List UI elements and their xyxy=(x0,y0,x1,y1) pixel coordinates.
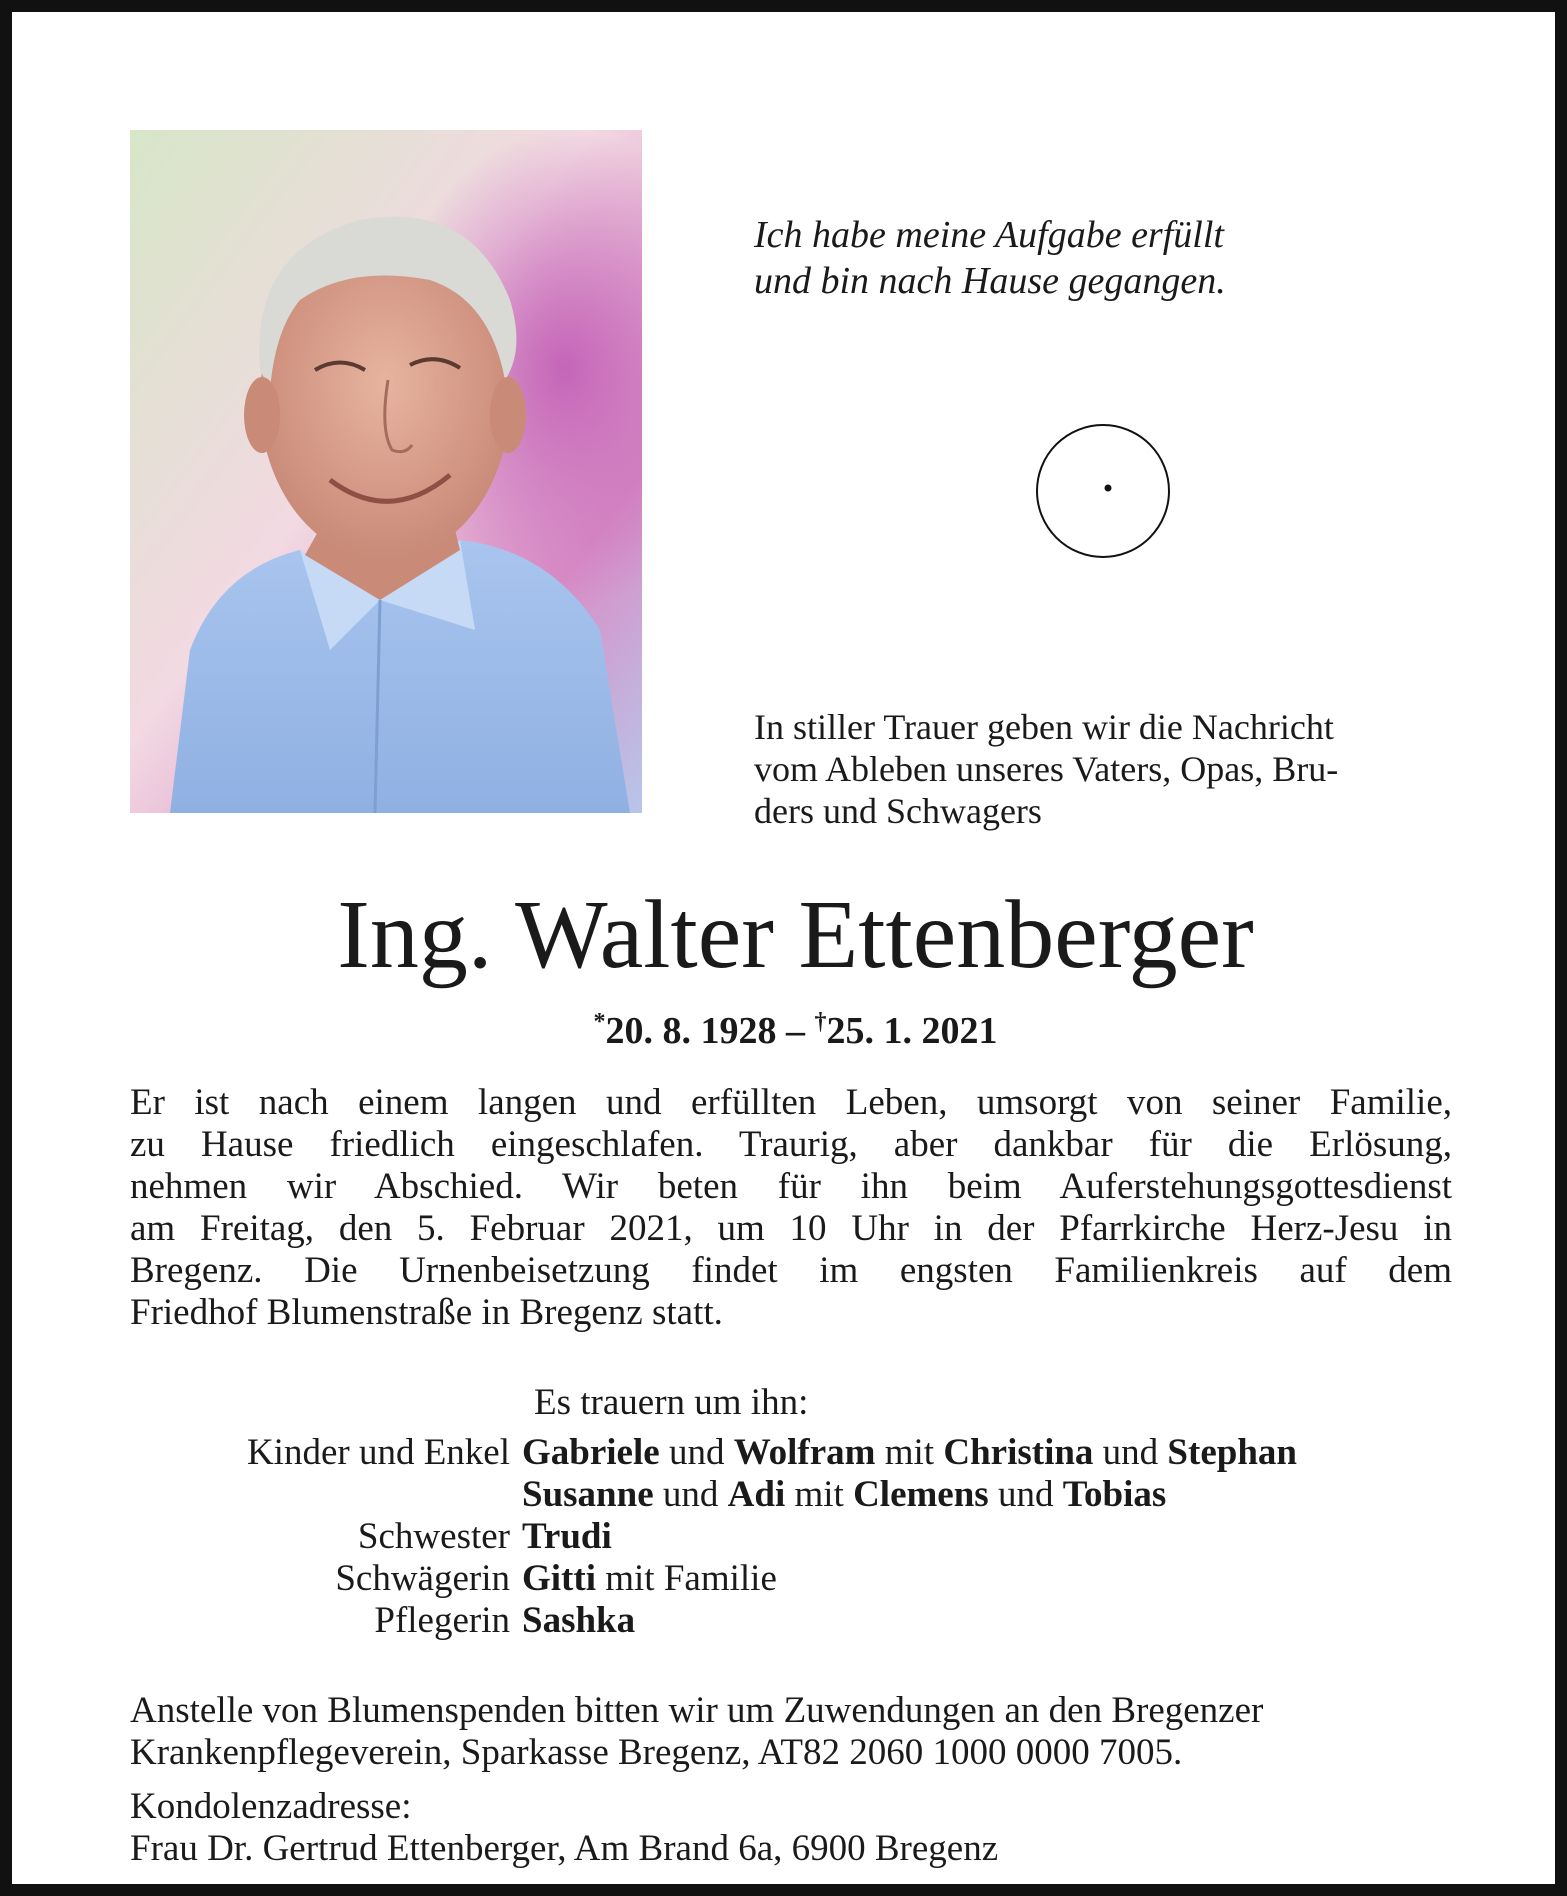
circle-dot-symbol xyxy=(1034,422,1172,564)
connector: und xyxy=(1093,1432,1168,1473)
intro-text xyxy=(754,706,1494,832)
mourner-names xyxy=(522,1474,1530,1516)
portrait-photo xyxy=(130,130,642,813)
intro-line-3: ders und Schwagers xyxy=(754,791,1042,831)
death-symbol: † xyxy=(814,1009,827,1035)
intro-line-1: In stiller Trauer geben wir die Nachricht xyxy=(754,707,1334,747)
mourner-name: Tobias xyxy=(1062,1474,1167,1515)
announcement-body xyxy=(130,1082,1452,1334)
mourner-row xyxy=(130,1516,1530,1558)
mourner-name: Gabriele xyxy=(522,1432,660,1473)
mourner-name: Trudi xyxy=(522,1516,612,1557)
mourner-name: Adi xyxy=(727,1474,786,1515)
connector: und xyxy=(659,1432,734,1473)
intro-line-2: vom Ableben unseres Vaters, Opas, Bru- xyxy=(754,749,1339,789)
donation-note xyxy=(130,1690,1530,1774)
mourner-role: Schwester xyxy=(357,1516,510,1557)
motto-quote xyxy=(754,212,1474,304)
motto-line-1: Ich habe meine Aufgabe erfüllt xyxy=(754,214,1224,256)
mourner-role: Pflegerin xyxy=(374,1600,510,1641)
mourner-role: Schwägerin xyxy=(335,1558,510,1599)
mourner-names xyxy=(522,1558,1530,1600)
mourner-row xyxy=(130,1558,1530,1600)
mourners-heading: Es trauern um ihn: xyxy=(534,1382,809,1423)
deceased-name: Ing. Walter Ettenberger xyxy=(337,881,1254,989)
mourner-row xyxy=(130,1432,1530,1474)
connector: mit Familie xyxy=(595,1558,777,1599)
mourner-name: Gitti xyxy=(522,1558,596,1599)
mourner-names xyxy=(522,1516,1530,1558)
birth-date: 20. 8. 1928 xyxy=(605,1010,777,1052)
body-line: am Freitag, den 5. Februar 2021, um 10 Uhr in der Pfarrkirche Herz-Jesu in xyxy=(130,1208,1452,1249)
body-line: Bregenz. Die Urnenbeisetzung findet im engsten Familienkreis auf dem xyxy=(130,1250,1452,1291)
mourner-names xyxy=(522,1600,1530,1642)
mourner-names xyxy=(522,1432,1530,1474)
mourner-name: Christina xyxy=(943,1432,1094,1473)
motto-line-2: und bin nach Hause gegangen. xyxy=(754,260,1226,302)
donation-line-2: Krankenpflegeverein, Sparkasse Bregenz, AT82 2060 1000 0000 7005. xyxy=(130,1732,1183,1773)
connector: und xyxy=(988,1474,1063,1515)
mourner-name: Stephan xyxy=(1167,1432,1297,1473)
connector: mit xyxy=(785,1474,854,1515)
body-line: zu Hause friedlich eingeschlafen. Traurig, aber dankbar für die Erlösung, xyxy=(130,1124,1452,1165)
mourner-name: Sashka xyxy=(522,1600,636,1641)
mourner-role: Kinder und Enkel xyxy=(246,1432,510,1473)
connector: und xyxy=(653,1474,728,1515)
life-dates xyxy=(12,1000,1567,1053)
address-value: Frau Dr. Gertrud Ettenberger, Am Brand 6a, 6900 Bregenz xyxy=(130,1828,999,1869)
connector: mit xyxy=(875,1432,944,1473)
birth-symbol: * xyxy=(593,1009,606,1035)
condolence-address xyxy=(130,1786,1530,1870)
body-line: Friedhof Blumenstraße in Bregenz statt. xyxy=(130,1292,723,1333)
death-date: 25. 1. 2021 xyxy=(826,1010,998,1052)
mourner-name: Clemens xyxy=(853,1474,989,1515)
donation-line-1: Anstelle von Blumenspenden bitten wir um Zuwendungen an den Bregenzer xyxy=(130,1690,1264,1731)
mourners-list xyxy=(130,1432,1530,1642)
mourner-name: Wolfram xyxy=(733,1432,876,1473)
mourner-name: Susanne xyxy=(522,1474,654,1515)
body-line: Er ist nach einem langen und erfüllten Leben, umsorgt von seiner Familie, xyxy=(130,1082,1452,1123)
mourner-row xyxy=(130,1474,1530,1516)
mourner-row xyxy=(130,1600,1530,1642)
address-label: Kondolenzadresse: xyxy=(130,1786,412,1827)
mourner-role xyxy=(130,1474,522,1516)
body-line: nehmen wir Abschied. Wir beten für ihn beim Auferstehungsgottesdienst xyxy=(130,1166,1452,1207)
date-separator: – xyxy=(776,1010,815,1052)
